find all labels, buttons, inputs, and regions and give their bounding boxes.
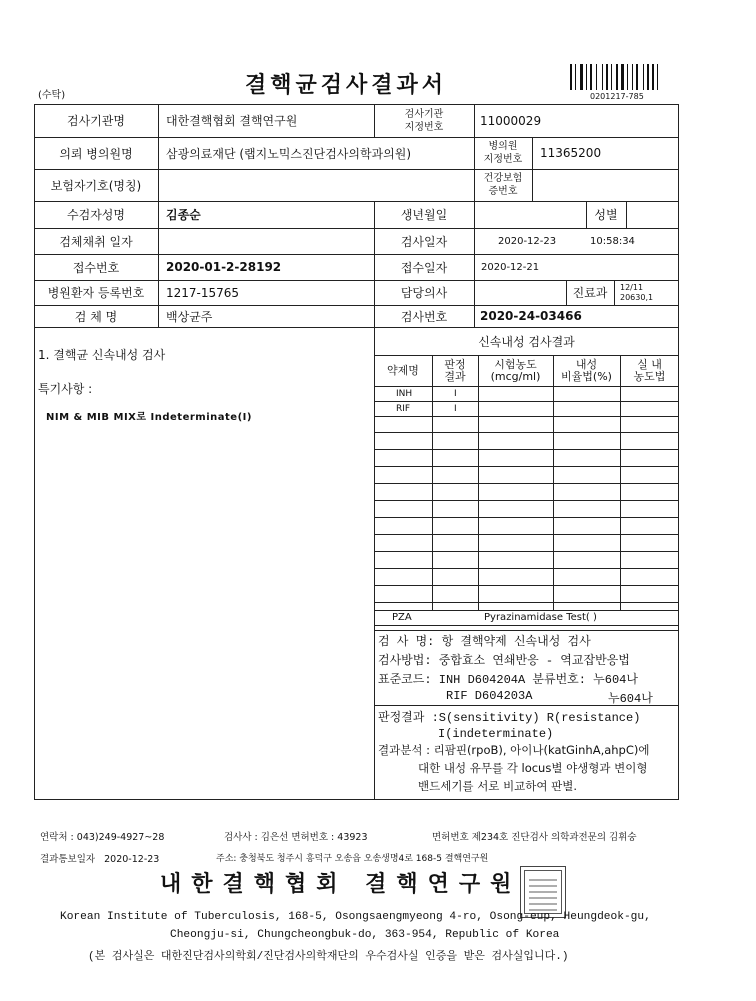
hospital-designation-value: 11365200 bbox=[540, 146, 602, 160]
method-code-rif: RIF D604203A bbox=[446, 689, 533, 703]
interpretation-legend-i: I(indeterminate) bbox=[438, 727, 554, 741]
org-name: 내한결핵협회 결핵연구원 bbox=[160, 871, 522, 897]
registration-value: 1217-15765 bbox=[166, 285, 240, 300]
receipt-tag: (수탁) bbox=[38, 90, 66, 101]
specimen-label: 검 체 명 bbox=[74, 309, 118, 324]
interpretation-legend: 판정결과 :S(sensitivity) R(resistance) bbox=[378, 711, 641, 725]
col-drug: 약제명 bbox=[387, 364, 419, 377]
lab-designation-value: 11000029 bbox=[480, 113, 542, 128]
method-procedure: 검사방법: 중합효소 연쇄반응 - 역교잡반응법 bbox=[378, 654, 630, 668]
patient-name-value: 김종순 bbox=[166, 208, 201, 222]
table-row-result: I bbox=[454, 403, 457, 414]
table-row-drug: RIF bbox=[396, 403, 411, 414]
insured-label: 보험자기호(명칭) bbox=[50, 178, 142, 193]
method-name: 검 사 명: 항 결핵약제 신속내성 검사 bbox=[378, 635, 591, 649]
test-date-value: 2020-12-23 bbox=[498, 235, 557, 247]
col-concentration: 시험농도 (mcg/ml) bbox=[490, 358, 541, 383]
analysis-line-1: 결과분석 : 리팜핀(rpoB), 아이나(katGinhA,ahpC)에 bbox=[378, 743, 650, 757]
accession-value: 2020-01-2-28192 bbox=[166, 260, 282, 274]
resistance-title: 신속내성 검사결과 bbox=[478, 334, 575, 349]
contact: 연락처 : 043)249-4927~28 bbox=[40, 832, 165, 843]
method-code: 표준코드: INH D604204A 분류번호: 누604나 bbox=[378, 673, 638, 687]
page-title: 결핵균검사결과서 bbox=[245, 73, 448, 98]
certification-note: (본 검사실은 대한진단검사의학회/진단검사의학재단의 우수검사실 인증을 받은 검사실입니다.) bbox=[88, 951, 569, 963]
lab-name-value: 대한결핵협회 결핵연구원 bbox=[166, 114, 298, 128]
col-proportion: 내성 비율법(%) bbox=[561, 358, 612, 383]
notify-date: 결과통보일자 2020-12-23 bbox=[40, 854, 160, 865]
department-value: 12/11 20630,1 bbox=[620, 282, 654, 302]
address-en-2: Cheongju-si, Chungcheongbuk-do, 363-954, Republic of Korea bbox=[170, 929, 560, 941]
address-kr: 주소: 충청북도 청주시 흥덕구 오송읍 오송생명4로 168-5 결핵연구원 bbox=[216, 854, 489, 864]
remarks-label: 특기사항 : bbox=[38, 382, 93, 396]
birth-date-label: 생년월일 bbox=[400, 208, 448, 222]
analysis-line-2: 대한 내성 유무를 각 locus별 야생형과 변이형 bbox=[418, 761, 648, 775]
table-row-drug: INH bbox=[396, 388, 413, 399]
insurance-cert-label: 건강보험 증번호 bbox=[483, 173, 523, 197]
remarks-value: NIM & MIB MIX로 Indeterminate(I) bbox=[46, 412, 252, 423]
barcode-number: 0201217-785 bbox=[590, 92, 644, 101]
examiner: 검사사 : 김은선 면허번호 : 43923 bbox=[224, 832, 368, 843]
doctor-label: 담당의사 bbox=[400, 286, 448, 300]
physician-license: 면허번호 제234호 진단검사 의학과전문의 김휘숭 bbox=[432, 832, 637, 843]
col-absolute: 실 내 농도법 bbox=[633, 358, 666, 383]
test-number-label: 검사번호 bbox=[400, 309, 448, 324]
test-time-value: 10:58:34 bbox=[590, 235, 635, 247]
test-date-label: 검사일자 bbox=[400, 234, 448, 249]
test-number-value: 2020-24-03466 bbox=[480, 309, 582, 323]
test-item: 1. 결핵균 신속내성 검사 bbox=[38, 348, 166, 362]
receive-date-label: 접수일자 bbox=[400, 260, 448, 275]
hospital-label: 의뢰 병의원명 bbox=[59, 146, 133, 161]
pza-value: Pyrazinamidase Test( ) bbox=[484, 611, 597, 623]
hospital-designation-label: 병의원 지정번호 bbox=[483, 141, 523, 165]
sex-label: 성별 bbox=[594, 208, 618, 222]
analysis-line-3: 밴드세기를 서로 비교하여 판별. bbox=[418, 779, 578, 793]
barcode bbox=[570, 64, 680, 100]
lab-name-label: 검사기관명 bbox=[67, 114, 125, 128]
accession-label: 접수번호 bbox=[72, 260, 120, 275]
registration-label: 병원환자 등록번호 bbox=[47, 286, 145, 300]
hospital-value: 삼광의료재단 (랩지노믹스진단검사의학과의원) bbox=[166, 146, 412, 161]
address-en-1: Korean Institute of Tuberculosis, 168-5, Osongsaengmyeong 4-ro, Osong-eup, Heungdeok-gu, bbox=[60, 911, 651, 923]
specimen-value: 백상균주 bbox=[166, 309, 213, 324]
receive-date-value: 2020-12-21 bbox=[481, 261, 540, 273]
table-row-result: I bbox=[454, 388, 457, 399]
pza-label: PZA bbox=[392, 611, 412, 623]
patient-name-label: 수검자성명 bbox=[67, 208, 125, 222]
method-class-rif: 누604나 bbox=[608, 692, 653, 706]
collection-date-label: 검체채취 일자 bbox=[59, 234, 133, 249]
lab-designation-label: 검사기관 지정번호 bbox=[404, 108, 444, 133]
col-judgment: 판정 결과 bbox=[444, 358, 466, 383]
department-label: 진료과 bbox=[572, 286, 608, 300]
